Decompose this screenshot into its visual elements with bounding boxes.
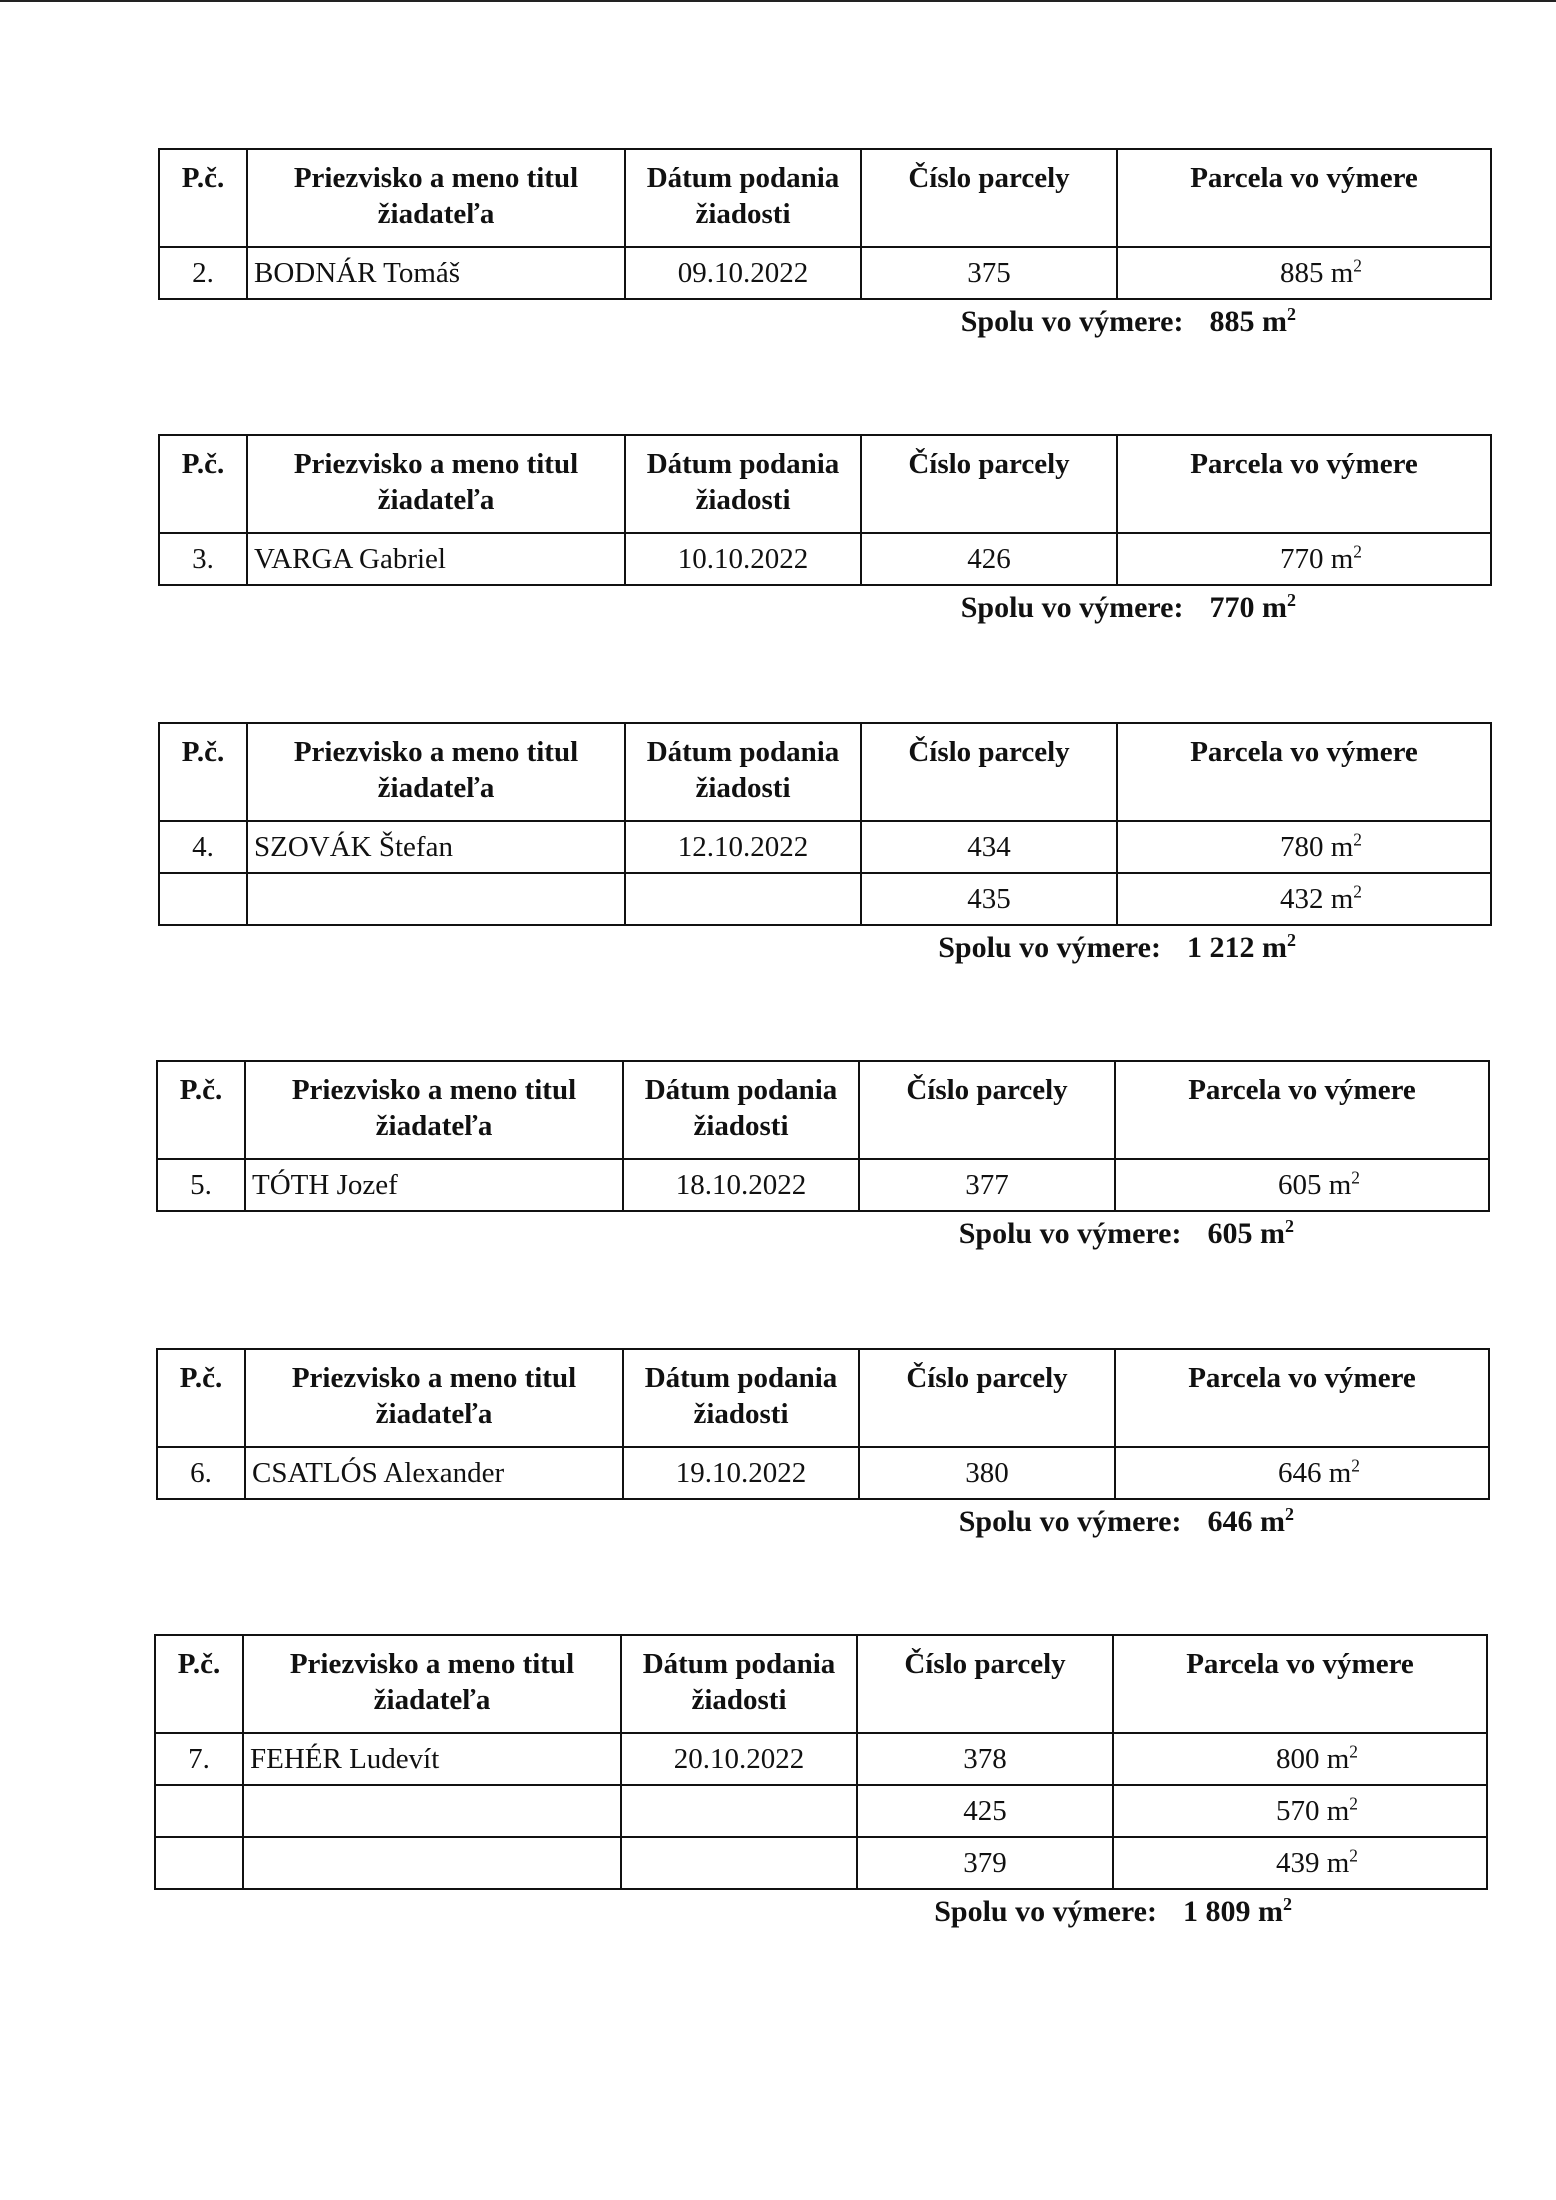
- row-parcel-area: [1117, 533, 1491, 585]
- unit-exponent: 2: [1349, 1845, 1358, 1866]
- unit-exponent: 2: [1349, 1741, 1358, 1762]
- row-no: 3.: [159, 533, 247, 585]
- header-no: P.č.: [157, 1061, 245, 1159]
- unit-label: m: [1326, 1743, 1350, 1775]
- application-table: [156, 1348, 1490, 1500]
- header-parcel-number: Číslo parcely: [861, 723, 1117, 821]
- row-parcel-area-value: 780: [1279, 831, 1324, 863]
- header-date-line1: Dátum podania: [646, 448, 840, 480]
- unit-exponent: 2: [1287, 304, 1296, 324]
- row-applicant-name: [247, 873, 625, 925]
- row-parcel-area: [1115, 1159, 1489, 1211]
- row-no: 6.: [157, 1447, 245, 1499]
- unit-label: m: [1328, 1457, 1352, 1489]
- application-table: [154, 1634, 1488, 1890]
- row-parcel-number: 425: [857, 1785, 1113, 1837]
- header-name: [245, 1349, 623, 1447]
- unit-label: m: [1260, 1217, 1285, 1250]
- header-parcel-number: Číslo parcely: [859, 1349, 1115, 1447]
- header-name-line1: Priezvisko a meno titul: [293, 736, 579, 768]
- row-applicant-name: FEHÉR Ludevít: [243, 1733, 621, 1785]
- unit-exponent: 2: [1287, 590, 1296, 610]
- unit-label: m: [1330, 883, 1354, 915]
- row-parcel-number: 435: [861, 873, 1117, 925]
- row-parcel-number: 426: [861, 533, 1117, 585]
- total-area-line: [934, 1892, 1292, 1932]
- row-applicant-name: BODNÁR Tomáš: [247, 247, 625, 299]
- row-parcel-area: [1117, 873, 1491, 925]
- header-parcel-area: Parcela vo výmere: [1115, 1061, 1489, 1159]
- header-name-line1: Priezvisko a meno titul: [293, 448, 579, 480]
- application-block: [156, 1060, 1418, 1250]
- header-name-line1: Priezvisko a meno titul: [291, 1074, 577, 1106]
- row-parcel-area-value: 800: [1275, 1743, 1320, 1775]
- table-row: [159, 873, 1491, 925]
- row-parcel-area: [1115, 1447, 1489, 1499]
- unit-exponent: 2: [1287, 930, 1296, 950]
- row-applicant-name: [243, 1785, 621, 1837]
- table-row: [159, 533, 1491, 585]
- row-parcel-area-value: 885: [1279, 257, 1324, 289]
- header-date: [621, 1635, 857, 1733]
- header-parcel-area: Parcela vo výmere: [1113, 1635, 1487, 1733]
- table-header-row: [157, 1061, 1489, 1159]
- unit-exponent: 2: [1351, 1455, 1360, 1476]
- unit-exponent: 2: [1353, 881, 1362, 902]
- row-parcel-area-value: 439: [1275, 1847, 1320, 1879]
- unit-exponent: 2: [1351, 1167, 1360, 1188]
- header-name-line1: Priezvisko a meno titul: [293, 162, 579, 194]
- header-name: [245, 1061, 623, 1159]
- header-date-line2: žiadosti: [695, 772, 791, 804]
- application-table: [156, 1060, 1490, 1212]
- row-no: [159, 873, 247, 925]
- total-label: Spolu vo výmere:: [934, 1895, 1157, 1928]
- table-row: [159, 821, 1491, 873]
- table-row: [155, 1785, 1487, 1837]
- header-parcel-area: Parcela vo výmere: [1117, 435, 1491, 533]
- table-header-row: [159, 723, 1491, 821]
- row-parcel-area-value: 605: [1277, 1169, 1322, 1201]
- row-submission-date: 10.10.2022: [625, 533, 861, 585]
- table-header-row: [157, 1349, 1489, 1447]
- header-parcel-area: Parcela vo výmere: [1115, 1349, 1489, 1447]
- row-no: 5.: [157, 1159, 245, 1211]
- total-area-number: 646: [1207, 1505, 1253, 1538]
- row-submission-date: [621, 1837, 857, 1889]
- header-date: [625, 723, 861, 821]
- row-no: [155, 1837, 243, 1889]
- unit-exponent: 2: [1349, 1793, 1358, 1814]
- unit-label: m: [1326, 1795, 1350, 1827]
- header-no: P.č.: [159, 435, 247, 533]
- header-name-line2: žiadateľa: [377, 484, 495, 516]
- total-area-value: [1210, 305, 1297, 338]
- total-area-line: [938, 928, 1296, 968]
- unit-label: m: [1262, 931, 1287, 964]
- table-header-row: [155, 1635, 1487, 1733]
- application-block: [158, 148, 1420, 338]
- header-date-line2: žiadosti: [695, 484, 791, 516]
- header-date-line1: Dátum podania: [646, 162, 840, 194]
- total-label: Spolu vo výmere:: [958, 1505, 1182, 1538]
- application-block: [158, 722, 1420, 964]
- total-area-number: 1 212: [1187, 931, 1255, 964]
- page-top-rule: [0, 0, 1556, 2]
- row-submission-date: 12.10.2022: [625, 821, 861, 873]
- header-name: [243, 1635, 621, 1733]
- table-row: [157, 1447, 1489, 1499]
- table-header-row: [159, 149, 1491, 247]
- header-date: [625, 435, 861, 533]
- row-parcel-number: 380: [859, 1447, 1115, 1499]
- header-date-line2: žiadosti: [691, 1684, 787, 1716]
- unit-label: m: [1330, 831, 1354, 863]
- unit-label: m: [1262, 591, 1287, 624]
- header-name-line1: Priezvisko a meno titul: [289, 1648, 575, 1680]
- table-row: [155, 1837, 1487, 1889]
- header-date-line1: Dátum podania: [644, 1362, 838, 1394]
- header-date-line1: Dátum podania: [644, 1074, 838, 1106]
- header-name-line2: žiadateľa: [375, 1110, 493, 1142]
- unit-exponent: 2: [1285, 1504, 1294, 1524]
- row-applicant-name: VARGA Gabriel: [247, 533, 625, 585]
- unit-label: m: [1326, 1847, 1350, 1879]
- unit-exponent: 2: [1283, 1894, 1292, 1914]
- unit-label: m: [1328, 1169, 1352, 1201]
- row-parcel-area-value: 570: [1275, 1795, 1320, 1827]
- row-parcel-number: 434: [861, 821, 1117, 873]
- row-parcel-area: [1113, 1837, 1487, 1889]
- header-name-line1: Priezvisko a meno titul: [291, 1362, 577, 1394]
- header-date-line1: Dátum podania: [642, 1648, 836, 1680]
- row-parcel-number: 375: [861, 247, 1117, 299]
- row-submission-date: 20.10.2022: [621, 1733, 857, 1785]
- row-parcel-number: 378: [857, 1733, 1113, 1785]
- unit-label: m: [1260, 1505, 1285, 1538]
- header-date-line2: žiadosti: [693, 1110, 789, 1142]
- header-name-line2: žiadateľa: [373, 1684, 491, 1716]
- row-applicant-name: CSATLÓS Alexander: [245, 1447, 623, 1499]
- total-area-line: [959, 1214, 1294, 1254]
- unit-exponent: 2: [1353, 829, 1362, 850]
- row-submission-date: 18.10.2022: [623, 1159, 859, 1211]
- row-applicant-name: SZOVÁK Štefan: [247, 821, 625, 873]
- header-no: P.č.: [157, 1349, 245, 1447]
- row-parcel-area-value: 770: [1279, 543, 1324, 575]
- header-parcel-area: Parcela vo výmere: [1117, 149, 1491, 247]
- application-block: [156, 1348, 1418, 1538]
- application-table: [158, 434, 1492, 586]
- unit-label: m: [1330, 543, 1354, 575]
- row-parcel-number: 379: [857, 1837, 1113, 1889]
- row-parcel-area: [1117, 247, 1491, 299]
- unit-exponent: 2: [1353, 541, 1362, 562]
- row-parcel-area: [1113, 1733, 1487, 1785]
- total-label: Spolu vo výmere:: [960, 305, 1184, 338]
- total-label: Spolu vo výmere:: [958, 1217, 1182, 1250]
- unit-exponent: 2: [1285, 1216, 1294, 1236]
- unit-exponent: 2: [1353, 255, 1362, 276]
- total-area-number: 885: [1209, 305, 1255, 338]
- header-name-line2: žiadateľa: [375, 1398, 493, 1430]
- total-area-value: [1208, 1505, 1295, 1538]
- total-area-number: 605: [1207, 1217, 1253, 1250]
- unit-label: m: [1258, 1895, 1283, 1928]
- header-no: P.č.: [155, 1635, 243, 1733]
- total-area-value: [1187, 931, 1296, 964]
- header-parcel-number: Číslo parcely: [857, 1635, 1113, 1733]
- row-parcel-area-value: 646: [1277, 1457, 1322, 1489]
- header-date-line2: žiadosti: [695, 198, 791, 230]
- application-block: [158, 434, 1420, 624]
- total-area-value: [1208, 1217, 1295, 1250]
- header-name: [247, 723, 625, 821]
- total-label: Spolu vo výmere:: [938, 931, 1161, 964]
- application-block: [154, 1634, 1416, 1928]
- total-area-line: [961, 302, 1296, 342]
- header-no: P.č.: [159, 723, 247, 821]
- total-label: Spolu vo výmere:: [960, 591, 1184, 624]
- row-parcel-area: [1117, 821, 1491, 873]
- header-date: [625, 149, 861, 247]
- row-parcel-area: [1113, 1785, 1487, 1837]
- header-parcel-area: Parcela vo výmere: [1117, 723, 1491, 821]
- row-applicant-name: TÓTH Jozef: [245, 1159, 623, 1211]
- row-parcel-area-value: 432: [1279, 883, 1324, 915]
- unit-label: m: [1262, 305, 1287, 338]
- row-no: 7.: [155, 1733, 243, 1785]
- header-name: [247, 149, 625, 247]
- header-date: [623, 1349, 859, 1447]
- header-date-line1: Dátum podania: [646, 736, 840, 768]
- row-applicant-name: [243, 1837, 621, 1889]
- table-row: [155, 1733, 1487, 1785]
- total-area-line: [959, 1502, 1294, 1542]
- total-area-line: [961, 588, 1296, 628]
- table-header-row: [159, 435, 1491, 533]
- total-area-value: [1183, 1895, 1292, 1928]
- row-submission-date: [621, 1785, 857, 1837]
- total-area-number: 770: [1209, 591, 1255, 624]
- header-name-line2: žiadateľa: [377, 198, 495, 230]
- header-date-line2: žiadosti: [693, 1398, 789, 1430]
- unit-label: m: [1330, 257, 1354, 289]
- header-parcel-number: Číslo parcely: [859, 1061, 1115, 1159]
- total-area-number: 1 809: [1183, 1895, 1251, 1928]
- header-name: [247, 435, 625, 533]
- application-table: [158, 148, 1492, 300]
- row-submission-date: [625, 873, 861, 925]
- total-area-value: [1210, 591, 1297, 624]
- table-row: [157, 1159, 1489, 1211]
- row-no: [155, 1785, 243, 1837]
- application-table: [158, 722, 1492, 926]
- header-no: P.č.: [159, 149, 247, 247]
- row-parcel-number: 377: [859, 1159, 1115, 1211]
- header-name-line2: žiadateľa: [377, 772, 495, 804]
- header-parcel-number: Číslo parcely: [861, 149, 1117, 247]
- row-no: 4.: [159, 821, 247, 873]
- row-no: 2.: [159, 247, 247, 299]
- row-submission-date: 19.10.2022: [623, 1447, 859, 1499]
- header-date: [623, 1061, 859, 1159]
- table-row: [159, 247, 1491, 299]
- header-parcel-number: Číslo parcely: [861, 435, 1117, 533]
- row-submission-date: 09.10.2022: [625, 247, 861, 299]
